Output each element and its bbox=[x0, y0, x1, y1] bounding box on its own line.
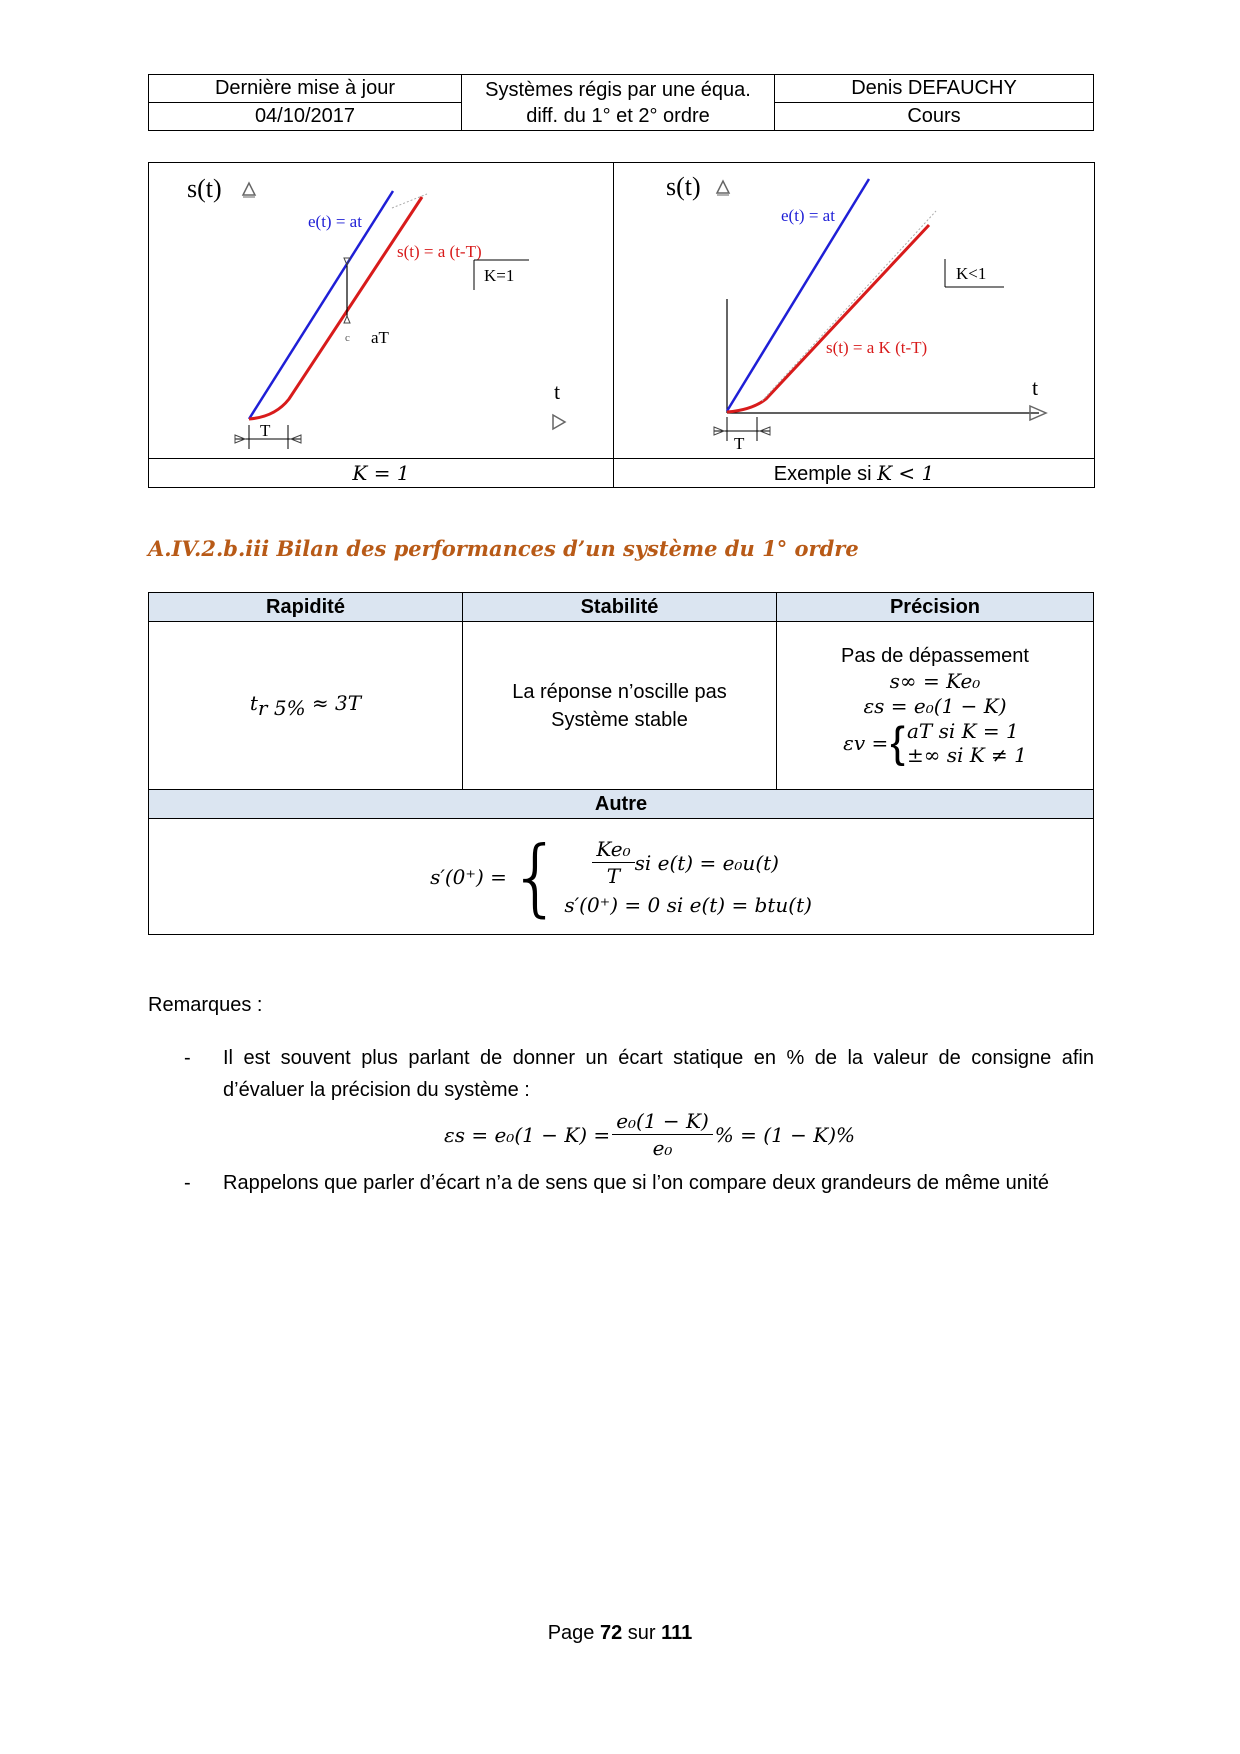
page-footer: Page 72 sur 111 bbox=[547, 1622, 693, 1644]
remark-1-line2: d’évaluer la précision du système : bbox=[223, 1079, 530, 1101]
remark-equation: εs = e₀(1 − K) = $\frac{\text{e₀(1 − K)}}{\text{e₀}}$ % = (1 − K)% bbox=[444, 1109, 856, 1160]
performance-table bbox=[148, 592, 1094, 935]
section-title: A.IV.2.b.iii Bilan des performances d’un système du 1° ordre bbox=[148, 536, 859, 561]
brace-icon: { bbox=[890, 718, 905, 767]
precision-line3: εs = e₀(1 − K) bbox=[863, 694, 1007, 718]
figure-table bbox=[148, 162, 1095, 488]
precision-cell bbox=[777, 622, 1094, 790]
left-output-label: s(t) = a (t-T) bbox=[397, 242, 482, 261]
doc-title bbox=[462, 75, 775, 131]
remarks-title: Remarques : bbox=[148, 994, 263, 1016]
page-total: 111 bbox=[661, 1622, 693, 1644]
author: Denis DEFAUCHY bbox=[775, 75, 1094, 103]
precision-ev: εv = { aT si K = 1 ±∞ si K ≠ 1 bbox=[843, 718, 1027, 767]
doc-title-line2: diff. du 1° et 2° ordre bbox=[526, 104, 710, 127]
left-y-arrow-icon bbox=[243, 183, 255, 195]
right-output-curve bbox=[727, 225, 929, 412]
figure-left bbox=[149, 163, 613, 453]
remark-1-line1: Il est souvent plus parlant de donner un écart statique en % de la valeur de consigne afin bbox=[223, 1047, 1094, 1069]
col-stabilite-header: Stabilité bbox=[463, 593, 777, 622]
col-rapidite-header: Rapidité bbox=[149, 593, 463, 622]
precision-line2: s∞ = Ke₀ bbox=[889, 669, 981, 693]
left-at-label: aT bbox=[371, 328, 389, 347]
left-t-label: T bbox=[260, 421, 271, 440]
header-table bbox=[148, 74, 1094, 131]
left-x-arrow-icon bbox=[553, 415, 565, 429]
doc-type: Cours bbox=[775, 103, 1094, 131]
stabilite-line2: Système stable bbox=[551, 708, 688, 731]
page-number: 72 bbox=[599, 1622, 623, 1644]
left-k-label: K=1 bbox=[484, 266, 515, 285]
right-caption: Exemple si K < 1 bbox=[614, 459, 1095, 488]
left-y-axis-label: s(t) bbox=[187, 174, 222, 203]
right-asymptote bbox=[762, 211, 936, 401]
autre-case1: si e(t) = e₀u(t) bbox=[634, 850, 779, 875]
left-at-tick-glyph: c bbox=[345, 332, 350, 344]
right-y-arrow-icon bbox=[717, 181, 729, 193]
autre-header: Autre bbox=[149, 790, 1094, 819]
autre-fraction: $\frac{\text{Ke₀}}{T}$ bbox=[592, 836, 634, 889]
remark-2-dash: - bbox=[184, 1172, 191, 1194]
autre-cell bbox=[149, 819, 1094, 935]
last-update-label: Dernière mise à jour bbox=[149, 75, 462, 103]
left-input-label: e(t) = at bbox=[308, 212, 362, 231]
precision-line1: Pas de dépassement bbox=[841, 645, 1029, 667]
right-input-label: e(t) = at bbox=[781, 206, 835, 225]
left-asymptote bbox=[392, 194, 427, 208]
rapidite-subscript: r 5% bbox=[257, 696, 306, 720]
figure-right bbox=[614, 163, 1094, 453]
remark-2: Rappelons que parler d’écart n’a de sens que si l’on compare deux grandeurs de même unité bbox=[223, 1172, 1050, 1194]
autre-case2: s′(0⁺) = 0 si e(t) = btu(t) bbox=[564, 893, 812, 917]
right-t-label: T bbox=[734, 434, 745, 453]
right-k-label: K<1 bbox=[956, 264, 987, 283]
remark-fraction: $\frac{\text{e₀(1 − K)}}{\text{e₀}}$ bbox=[612, 1108, 713, 1161]
right-x-axis-label: t bbox=[1032, 375, 1039, 400]
rapidite-cell: $t_{r 5\%} \approx 3T$ bbox=[149, 622, 463, 790]
remark-1-dash: - bbox=[184, 1047, 191, 1069]
col-precision-header: Précision bbox=[777, 593, 1094, 622]
right-output-label: s(t) = a K (t-T) bbox=[826, 338, 928, 357]
left-caption: K = 1 bbox=[149, 459, 614, 488]
ev-case1: aT si K = 1 bbox=[906, 719, 1019, 743]
figure-right-cell bbox=[614, 163, 1095, 459]
brace-large-icon: { bbox=[508, 827, 563, 926]
doc-title-line1: Systèmes régis par une équa. bbox=[485, 78, 751, 101]
figure-left-cell bbox=[149, 163, 614, 459]
stabilite-cell bbox=[463, 622, 777, 790]
ev-case2: ±∞ si K ≠ 1 bbox=[906, 743, 1027, 767]
update-date: 04/10/2017 bbox=[149, 103, 462, 131]
left-x-axis-label: t bbox=[554, 379, 561, 404]
stabilite-line1: La réponse n’oscille pas bbox=[512, 680, 727, 703]
left-at-arrow-bottom-icon bbox=[344, 316, 350, 323]
autre-equation: s′(0⁺) = { $\frac{\text{Ke₀}}{T}$ si e(t) = e₀u(t) s′(0⁺) = 0 si e(t) = btu(t) bbox=[430, 827, 812, 926]
right-y-axis-label: s(t) bbox=[666, 172, 701, 201]
